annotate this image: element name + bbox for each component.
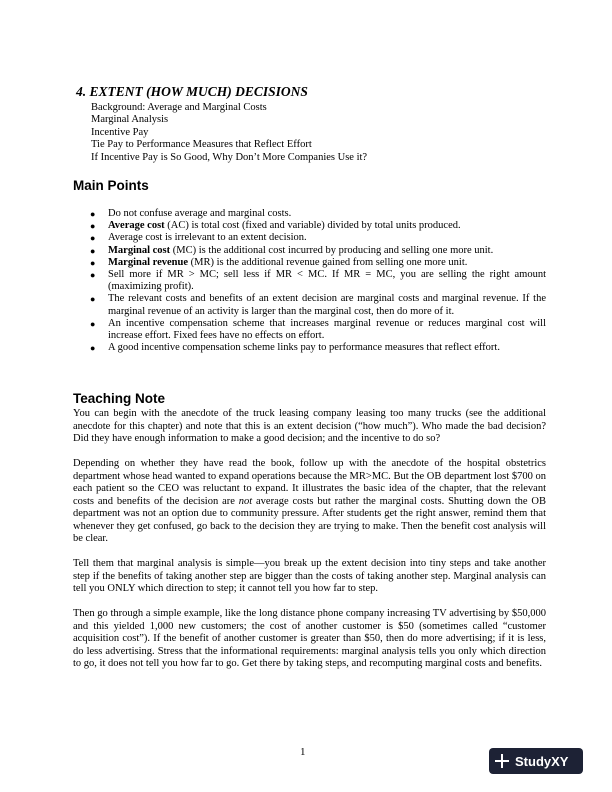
chapter-title: 4. EXTENT (HOW MUCH) DECISIONS — [76, 84, 308, 99]
bullet-item: ● An incentive compensation scheme that increases marginal revenue or reduces marginal cost will increase effort. Fixed fees have no effects on effort. — [90, 317, 546, 342]
bullet-icon: ● — [90, 245, 96, 256]
studyxy-logo[interactable] — [489, 748, 583, 774]
topic-item: Incentive Pay — [91, 126, 149, 138]
topic-item: Tie Pay to Performance Measures that Reflect Effort — [91, 139, 312, 151]
main-points-list — [90, 208, 546, 354]
paragraph: You can begin with the anecdote of the truck leasing company leasing too many trucks (see the additional anecdote for this chapter) and note that this is an extent decision (“how much”). Who made the bad decision? Did they have enough information to make a good decision; and the incentive to do so? — [73, 408, 546, 444]
topic-item: If Incentive Pay is So Good, Why Don’t More Companies Use it? — [91, 151, 368, 163]
bullet-icon: ● — [90, 270, 96, 281]
bullet-icon: ● — [90, 343, 96, 354]
topic-item: Marginal Analysis — [91, 114, 169, 126]
bullet-icon: ● — [90, 257, 96, 268]
bullet-icon: ● — [90, 318, 96, 329]
bullet-item: ● Sell more if MR > MC; sell less if MR < MC. If MR = MC, you are selling the right amount (maximizing profit). — [90, 269, 546, 293]
bullet-item: ● Do not confuse average and marginal costs. — [90, 208, 292, 219]
main-points-heading: Main Points — [73, 178, 149, 193]
bullet-item: ● Average cost is irrelevant to an extent decision. — [90, 232, 307, 244]
chapter-topics-list — [91, 102, 367, 164]
bullet-item: ● Marginal cost (MC) is the additional cost incurred by producing and selling one more unit. — [90, 244, 494, 256]
bullet-item: ● Marginal revenue (MR) is the additional revenue gained from selling one more unit. — [90, 256, 468, 268]
topic-item: Background: Average and Marginal Costs — [91, 102, 267, 113]
teaching-note-heading: Teaching Note — [73, 391, 166, 406]
bullet-icon: ● — [90, 233, 96, 244]
paragraph: Depending on whether they have read the book, follow up with the anecdote of the hospital obstetrics department whose head wanted to expand operations because the MR>MC. But the OB department lost $700 on each patient so the CEO was reluctant to expand. It illustrates the basic idea of the chapter, that the relevant costs and benefits of the decision are not average costs but rather the marginal costs. Shutting down the OB department was not an option due to community pressure. After students get the right answer, remind them that whenever they get confused, go back to the decision they are trying to make. Then the benefit cost analysis will be clear. — [73, 458, 546, 544]
bullet-icon: ● — [90, 294, 96, 305]
bullet-icon: ● — [90, 209, 96, 219]
bullet-item: ● Average cost (AC) is total cost (fixed and variable) divided by total units produced. — [90, 220, 461, 232]
paragraph: Tell them that marginal analysis is simple—you break up the extent decision into tiny steps and take another step if the benefits of taking another step are bigger than the costs of taking another step. Marginal analysis can tell you ONLY which direction to step; it cannot tell you how far to step. — [73, 558, 546, 594]
plus-icon — [495, 754, 509, 768]
paragraph: Then go through a simple example, like the long distance phone company increasing TV advertising by $50,000 and this yielded 1,000 new customers; the cost of another customer is $50 (sometimes called “customer acquisition cost”). If the benefit of another customer is greater than $50, then do more advertising; if it is less, do less advertising. Stress that the informational requirements: marginal analysis tells you only which direction to go, it does not tell you how far to go. Get there by taking steps, and recomputing marginal costs and benefits. — [73, 608, 546, 669]
bullet-item: ● A good incentive compensation scheme links pay to performance measures that reflect effort. — [90, 342, 500, 354]
page-number: 1 — [300, 746, 306, 758]
logo-text: StudyXY — [515, 753, 569, 769]
bullet-icon: ● — [90, 221, 96, 232]
bullet-item: ● The relevant costs and benefits of an extent decision are marginal costs and marginal revenue. If the marginal revenue of an activity is larger than the marginal cost, then do more of it. — [90, 293, 546, 317]
